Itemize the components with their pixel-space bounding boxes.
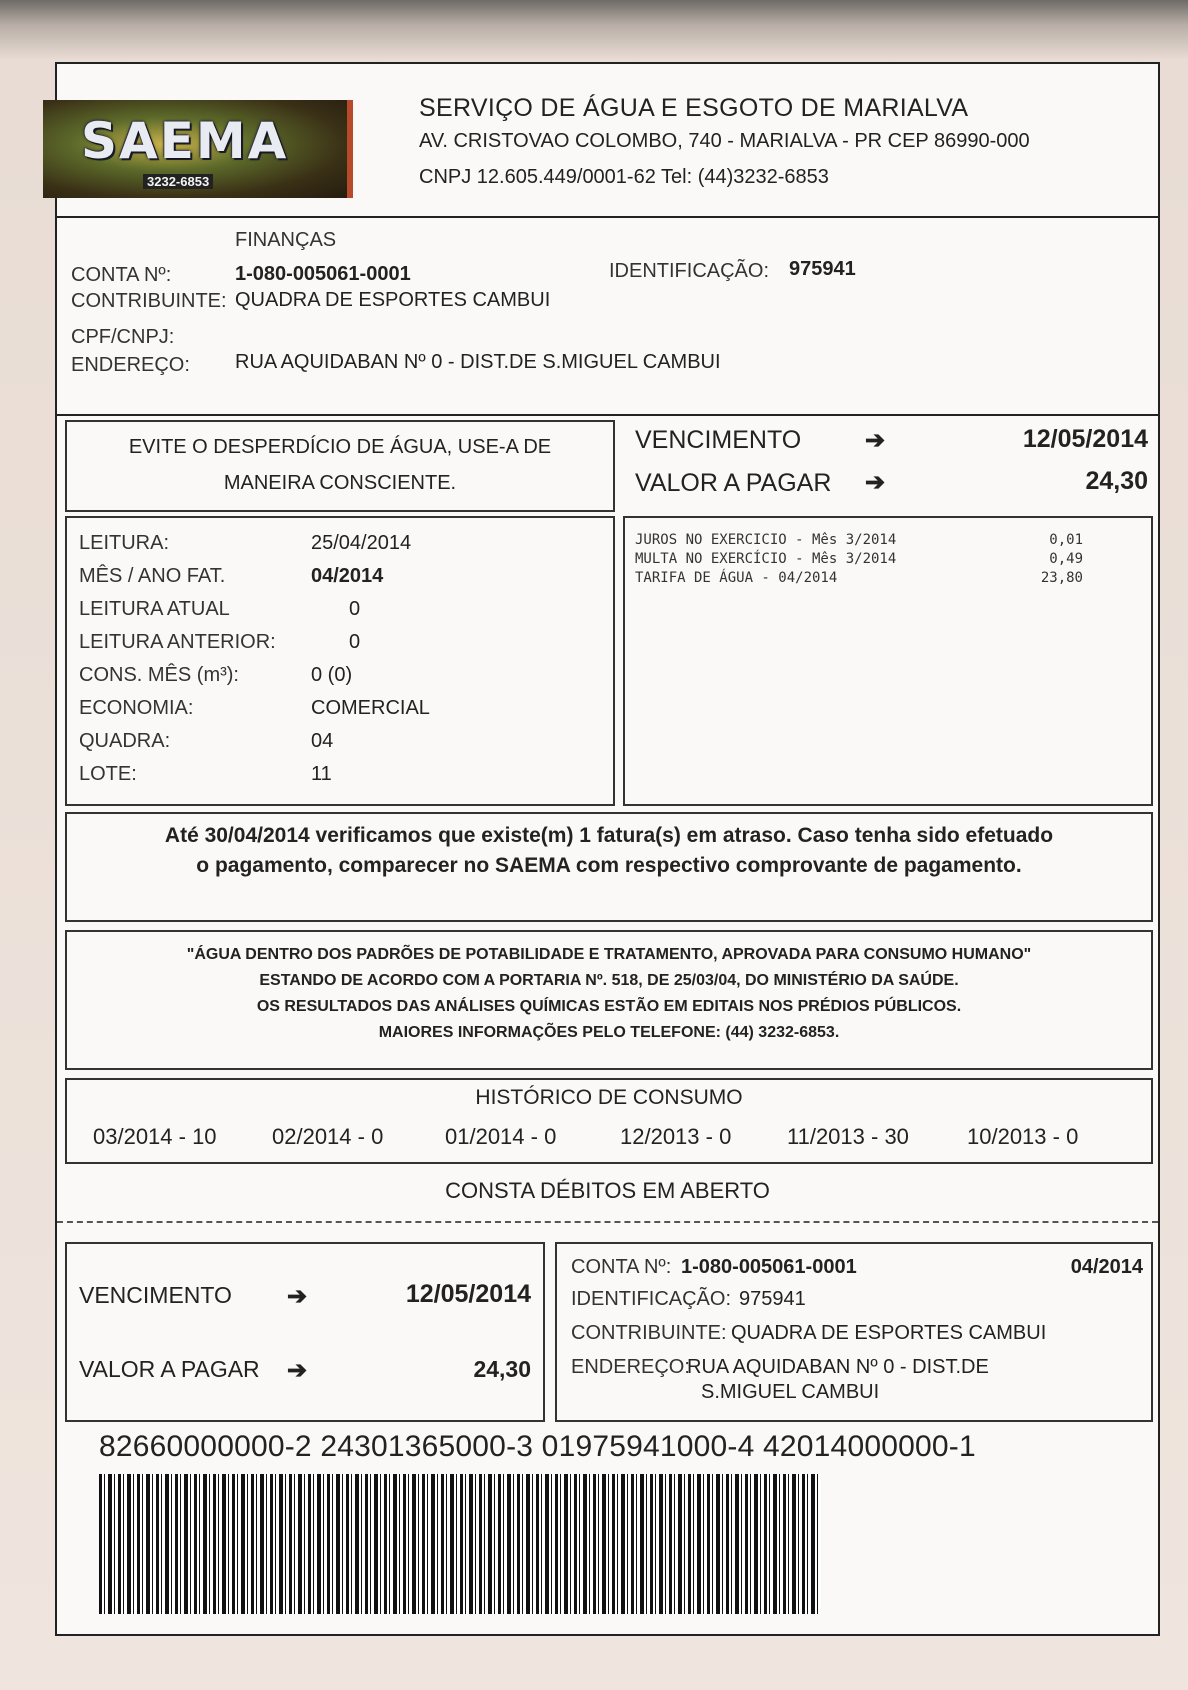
header-divider [57, 216, 1158, 218]
reading-value: 04 [311, 730, 334, 752]
stub-valor-value: 24,30 [473, 1356, 531, 1382]
vencimento-value: 12/05/2014 [1022, 425, 1148, 453]
stub-payment-box [65, 1242, 545, 1422]
reading-label: LEITURA ANTERIOR: [79, 631, 276, 653]
quality-line-1: "ÁGUA DENTRO DOS PADRÕES DE POTABILIDADE E TRATAMENTO, APROVADA PARA CONSUMO HUMANO" [186, 946, 1032, 963]
reading-value: 0 [349, 598, 361, 620]
bill-sheet [55, 62, 1160, 1636]
debts-notice: CONSTA DÉBITOS EM ABERTO [445, 1178, 770, 1203]
history-title: HISTÓRICO DE CONSUMO [475, 1086, 743, 1109]
barcode [99, 1474, 821, 1614]
history-item: 10/2013 - 0 [967, 1124, 1079, 1149]
stub-endereco-value-1: RUA AQUIDABAN Nº 0 - DIST.DE [687, 1356, 989, 1378]
water-notice-box [65, 420, 615, 512]
history-item: 03/2014 - 10 [93, 1124, 217, 1149]
valor-label: VALOR A PAGAR [635, 469, 832, 497]
reading-label: MÊS / ANO FAT. [79, 565, 226, 587]
valor-value: 24,30 [1085, 467, 1148, 495]
contribuinte-value: QUADRA DE ESPORTES CAMBUI [235, 289, 551, 311]
reading-value: 04/2014 [311, 565, 384, 587]
stub-conta-label: CONTA Nº: [571, 1256, 672, 1278]
overdue-line-2: o pagamento, comparecer no SAEMA com respectivo comprovante de pagamento. [196, 854, 1022, 877]
endereco-value: RUA AQUIDABAN Nº 0 - DIST.DE S.MIGUEL CAMBUI [235, 351, 721, 373]
saema-logo [43, 100, 353, 198]
history-item: 12/2013 - 0 [620, 1124, 732, 1149]
stub-vencimento-value: 12/05/2014 [405, 1280, 531, 1308]
stub-vencimento-arrow: ➔ [287, 1283, 308, 1310]
logo-phone: 3232-6853 [143, 174, 213, 189]
ident-label: IDENTIFICAÇÃO: [609, 260, 770, 282]
section-label: FINANÇAS [235, 229, 337, 251]
reading-label: LEITURA ATUAL [79, 598, 230, 620]
charge-desc: MULTA NO EXERCÍCIO - Mês 3/2014 [635, 551, 897, 567]
stub-endereco-value-2: S.MIGUEL CAMBUI [701, 1381, 880, 1403]
quality-box [65, 930, 1153, 1070]
endereco-label: ENDEREÇO: [71, 354, 190, 376]
stub-ident-value: 975941 [739, 1288, 806, 1310]
quality-line-2: ESTANDO DE ACORDO COM A PORTARIA Nº. 518, DE 25/03/04, DO MINISTÉRIO DA SAÚDE. [259, 972, 959, 989]
stub-account-box [555, 1242, 1153, 1422]
stub-ref: 04/2014 [1070, 1256, 1143, 1278]
reading-value: COMERCIAL [311, 697, 430, 719]
notice-line-1: EVITE O DESPERDÍCIO DE ÁGUA, USE-A DE [128, 436, 552, 458]
reading-label: QUADRA: [79, 730, 171, 752]
reading-value: 0 [349, 631, 361, 653]
history-box [65, 1078, 1153, 1164]
org-address: AV. CRISTOVAO COLOMBO, 740 - MARIALVA - PR CEP 86990-000 [419, 130, 1030, 152]
charge-amount: 0,49 [1049, 551, 1083, 567]
reading-value: 0 (0) [311, 664, 353, 686]
charge-desc: TARIFA DE ÁGUA - 04/2014 [635, 570, 838, 586]
stub-contribuinte-label: CONTRIBUINTE: [571, 1322, 727, 1344]
contribuinte-label: CONTRIBUINTE: [71, 290, 227, 312]
charge-amount: 0,01 [1049, 532, 1083, 548]
stub-conta-value: 1-080-005061-0001 [681, 1256, 857, 1278]
stub-ident-label: IDENTIFICAÇÃO: [571, 1288, 732, 1310]
overdue-box [65, 812, 1153, 922]
account-divider [57, 414, 1158, 416]
org-cnpj-tel: CNPJ 12.605.449/0001-62 Tel: (44)3232-6853 [419, 166, 829, 188]
stub-endereco-label: ENDEREÇO: [571, 1356, 690, 1378]
conta-value: 1-080-005061-0001 [235, 263, 411, 285]
charge-desc: JUROS NO EXERCICIO - Mês 3/2014 [635, 532, 897, 548]
reading-label: LOTE: [79, 763, 137, 785]
valor-arrow: ➔ [865, 469, 886, 496]
charge-amount: 23,80 [1040, 570, 1083, 586]
history-item: 02/2014 - 0 [272, 1124, 384, 1149]
quality-line-3: OS RESULTADOS DAS ANÁLISES QUÍMICAS ESTÃO EM EDITAIS NOS PRÉDIOS PÚBLICOS. [256, 998, 962, 1015]
quality-line-4: MAIORES INFORMAÇÕES PELO TELEFONE: (44) 3232-6853. [378, 1024, 840, 1041]
cpf-label: CPF/CNPJ: [71, 326, 175, 348]
reading-box [65, 516, 615, 806]
reading-value: 11 [311, 763, 332, 785]
reading-label: CONS. MÊS (m³): [79, 664, 239, 686]
conta-label: CONTA Nº: [71, 264, 172, 286]
logo-text: SAEMA [81, 112, 289, 170]
stub-vencimento-label: VENCIMENTO [79, 1282, 232, 1308]
stub-contribuinte-value: QUADRA DE ESPORTES CAMBUI [731, 1322, 1047, 1344]
tear-line [57, 1221, 1158, 1223]
org-name: SERVIÇO DE ÁGUA E ESGOTO DE MARIALVA [419, 94, 969, 122]
overdue-line-1: Até 30/04/2014 verificamos que existe(m) 1 fatura(s) em atraso. Caso tenha sido efetuado [164, 824, 1054, 847]
stub-valor-arrow: ➔ [287, 1357, 308, 1384]
vencimento-arrow: ➔ [865, 427, 886, 454]
reading-label: LEITURA: [79, 532, 170, 554]
stub-valor-label: VALOR A PAGAR [79, 1356, 260, 1382]
charges-box [623, 516, 1153, 806]
notice-line-2: MANEIRA CONSCIENTE. [223, 472, 457, 494]
history-item: 11/2013 - 30 [787, 1124, 909, 1149]
reading-value: 25/04/2014 [311, 532, 412, 554]
barcode-number: 82660000000-2 24301365000-3 01975941000-4 42014000000-1 [99, 1430, 976, 1463]
history-item: 01/2014 - 0 [445, 1124, 557, 1149]
ident-value: 975941 [789, 258, 856, 280]
vencimento-label: VENCIMENTO [635, 426, 802, 454]
reading-label: ECONOMIA: [79, 697, 194, 719]
